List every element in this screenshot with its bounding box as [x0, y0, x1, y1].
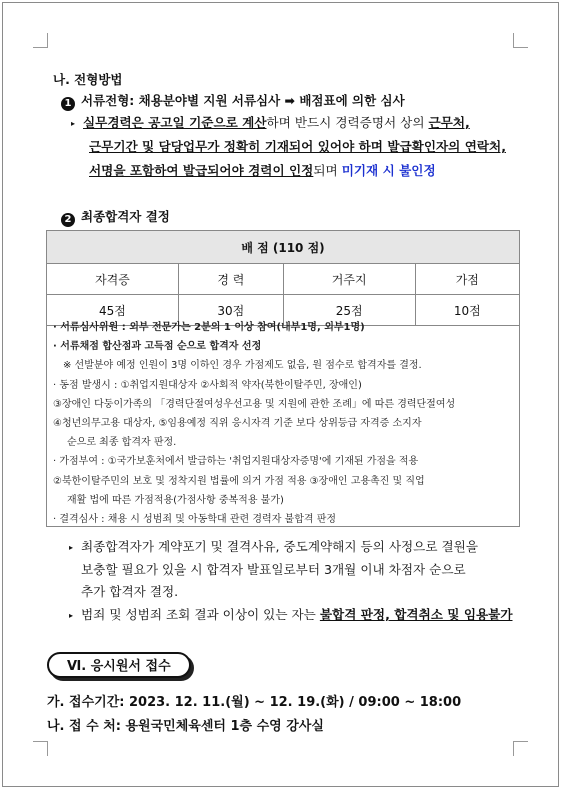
note-line: ③장애인 다둥이가족의 「경력단절여성우선고용 및 지원에 관한 조례」에 따른 경력단절여성: [53, 398, 456, 410]
score-header-cert: 자격증: [47, 264, 179, 295]
text-underlined: 근무처,: [428, 115, 470, 130]
step-1-number: 1: [61, 97, 75, 111]
score-value-cert: 45점: [47, 295, 179, 326]
apply-period: 가. 접수기간: 2023. 12. 11.(월) ~ 12. 19.(화) / 09:00 ~ 18:00: [47, 695, 462, 710]
crop-mark-bottom-right: [513, 741, 528, 756]
triangle-bullet-icon: ▸: [69, 543, 74, 552]
score-table-title: 배 점 (110 점): [47, 231, 520, 264]
crop-mark-top-left: [33, 33, 48, 48]
note-line: ②북한이탈주민의 보호 및 정착지원 법률에 의거 가점 적용 ③장애인 고용촉진 및 직업: [53, 475, 425, 487]
triangle-bullet-icon: ▸: [71, 119, 76, 128]
text-plain: 추가 합격자 결정.: [81, 584, 179, 599]
score-value-residence: 25점: [283, 295, 415, 326]
score-header-residence: 거주지: [283, 264, 415, 295]
note-line: 재활 법에 따른 가점적용(가점사항 중복적용 불가): [67, 494, 284, 506]
triangle-bullet-icon: ▸: [69, 611, 74, 620]
step-1-bullet-line-3: [89, 159, 436, 182]
score-value-career: 30점: [178, 295, 283, 326]
crop-mark-bottom-left: [33, 741, 48, 756]
text-plain: 최종합격자가 계약포기 및 결격사유, 중도계약해지 등의 사정으로 결원을: [81, 539, 479, 554]
step-1-heading: [61, 91, 405, 111]
step-1-bullet-line-1: [71, 111, 470, 135]
text-underlined: 불합격 판정, 합격취소 및 임용불가: [319, 607, 513, 622]
score-notes: [46, 318, 520, 527]
step-2-number: 2: [61, 213, 75, 227]
text-blue: 미기재 시 불인정: [341, 163, 436, 178]
document-page: [2, 2, 559, 787]
note-line: ※ 선발분야 예정 인원이 3명 이하인 경우 가점제도 없음, 원 점수로 합격자를 결정.: [63, 360, 422, 372]
note-line: ④청년의무고용 대상자, ⑤임용예정 직위 응시자격 기준 보다 상위등급 자격증 소지자: [53, 418, 422, 430]
note-line: · 서류채점 합산점과 고득점 순으로 합격자 선정: [53, 341, 262, 353]
step-1-label: 서류전형: 채용분야별 지원 서류심사 ➡ 배점표에 의한 심사: [81, 93, 405, 108]
after-paragraph-1: [69, 536, 478, 603]
note-line: · 가점부여 : ①국가보훈처에서 발급하는 '취업지원대상자증명'에 기재된 가점을 적용: [53, 456, 419, 468]
apply-place: 나. 접 수 처: 용원국민체육센터 1층 수영 강사실: [47, 719, 324, 734]
note-line: · 서류심사위원 : 외부 전문가는 2분의 1 이상 참여(내부1명, 외부1명): [53, 322, 365, 333]
after-paragraph-2: [69, 603, 513, 627]
text-plain: 범죄 및 성범죄 조회 결과 이상이 있는 자는: [81, 607, 320, 622]
step-2-heading: [61, 207, 170, 227]
section-6-badge: Ⅵ. 응시원서 접수: [47, 652, 191, 678]
note-line: · 동점 발생시 : ①취업지원대상자 ②사회적 약자(북한이탈주민, 장애인): [53, 379, 362, 391]
note-line: · 결격심사 : 채용 시 성범죄 및 아동학대 관련 경력자 불합격 판정: [53, 514, 337, 526]
score-header-career: 경 력: [178, 264, 283, 295]
note-line: 순으로 최종 합격자 판정.: [67, 437, 177, 449]
heading-selection-method: 나. 전형방법: [53, 72, 123, 87]
crop-mark-top-right: [513, 33, 528, 48]
text-plain: 하며 반드시 경력증명서 상의: [266, 115, 429, 130]
score-value-bonus: 10점: [415, 295, 519, 326]
step-1-bullet-line-2: 근무기간 및 담당업무가 정확히 기재되어 있어야 하며 발급확인자의 연락처,: [89, 139, 506, 154]
score-table: [46, 230, 520, 326]
text-underlined: 실무경력은 공고일 기준으로 계산: [83, 115, 267, 130]
step-2-label: 최종합격자 결정: [81, 209, 170, 224]
text-plain: 보충할 필요가 있을 시 합격자 발표일로부터 3개월 이내 차점자 순으로: [81, 562, 466, 577]
score-header-bonus: 가점: [415, 264, 519, 295]
text-underlined: 서명을 포함하여 발급되어야 경력이 인정: [89, 163, 314, 178]
text-plain: 되며: [313, 163, 342, 178]
